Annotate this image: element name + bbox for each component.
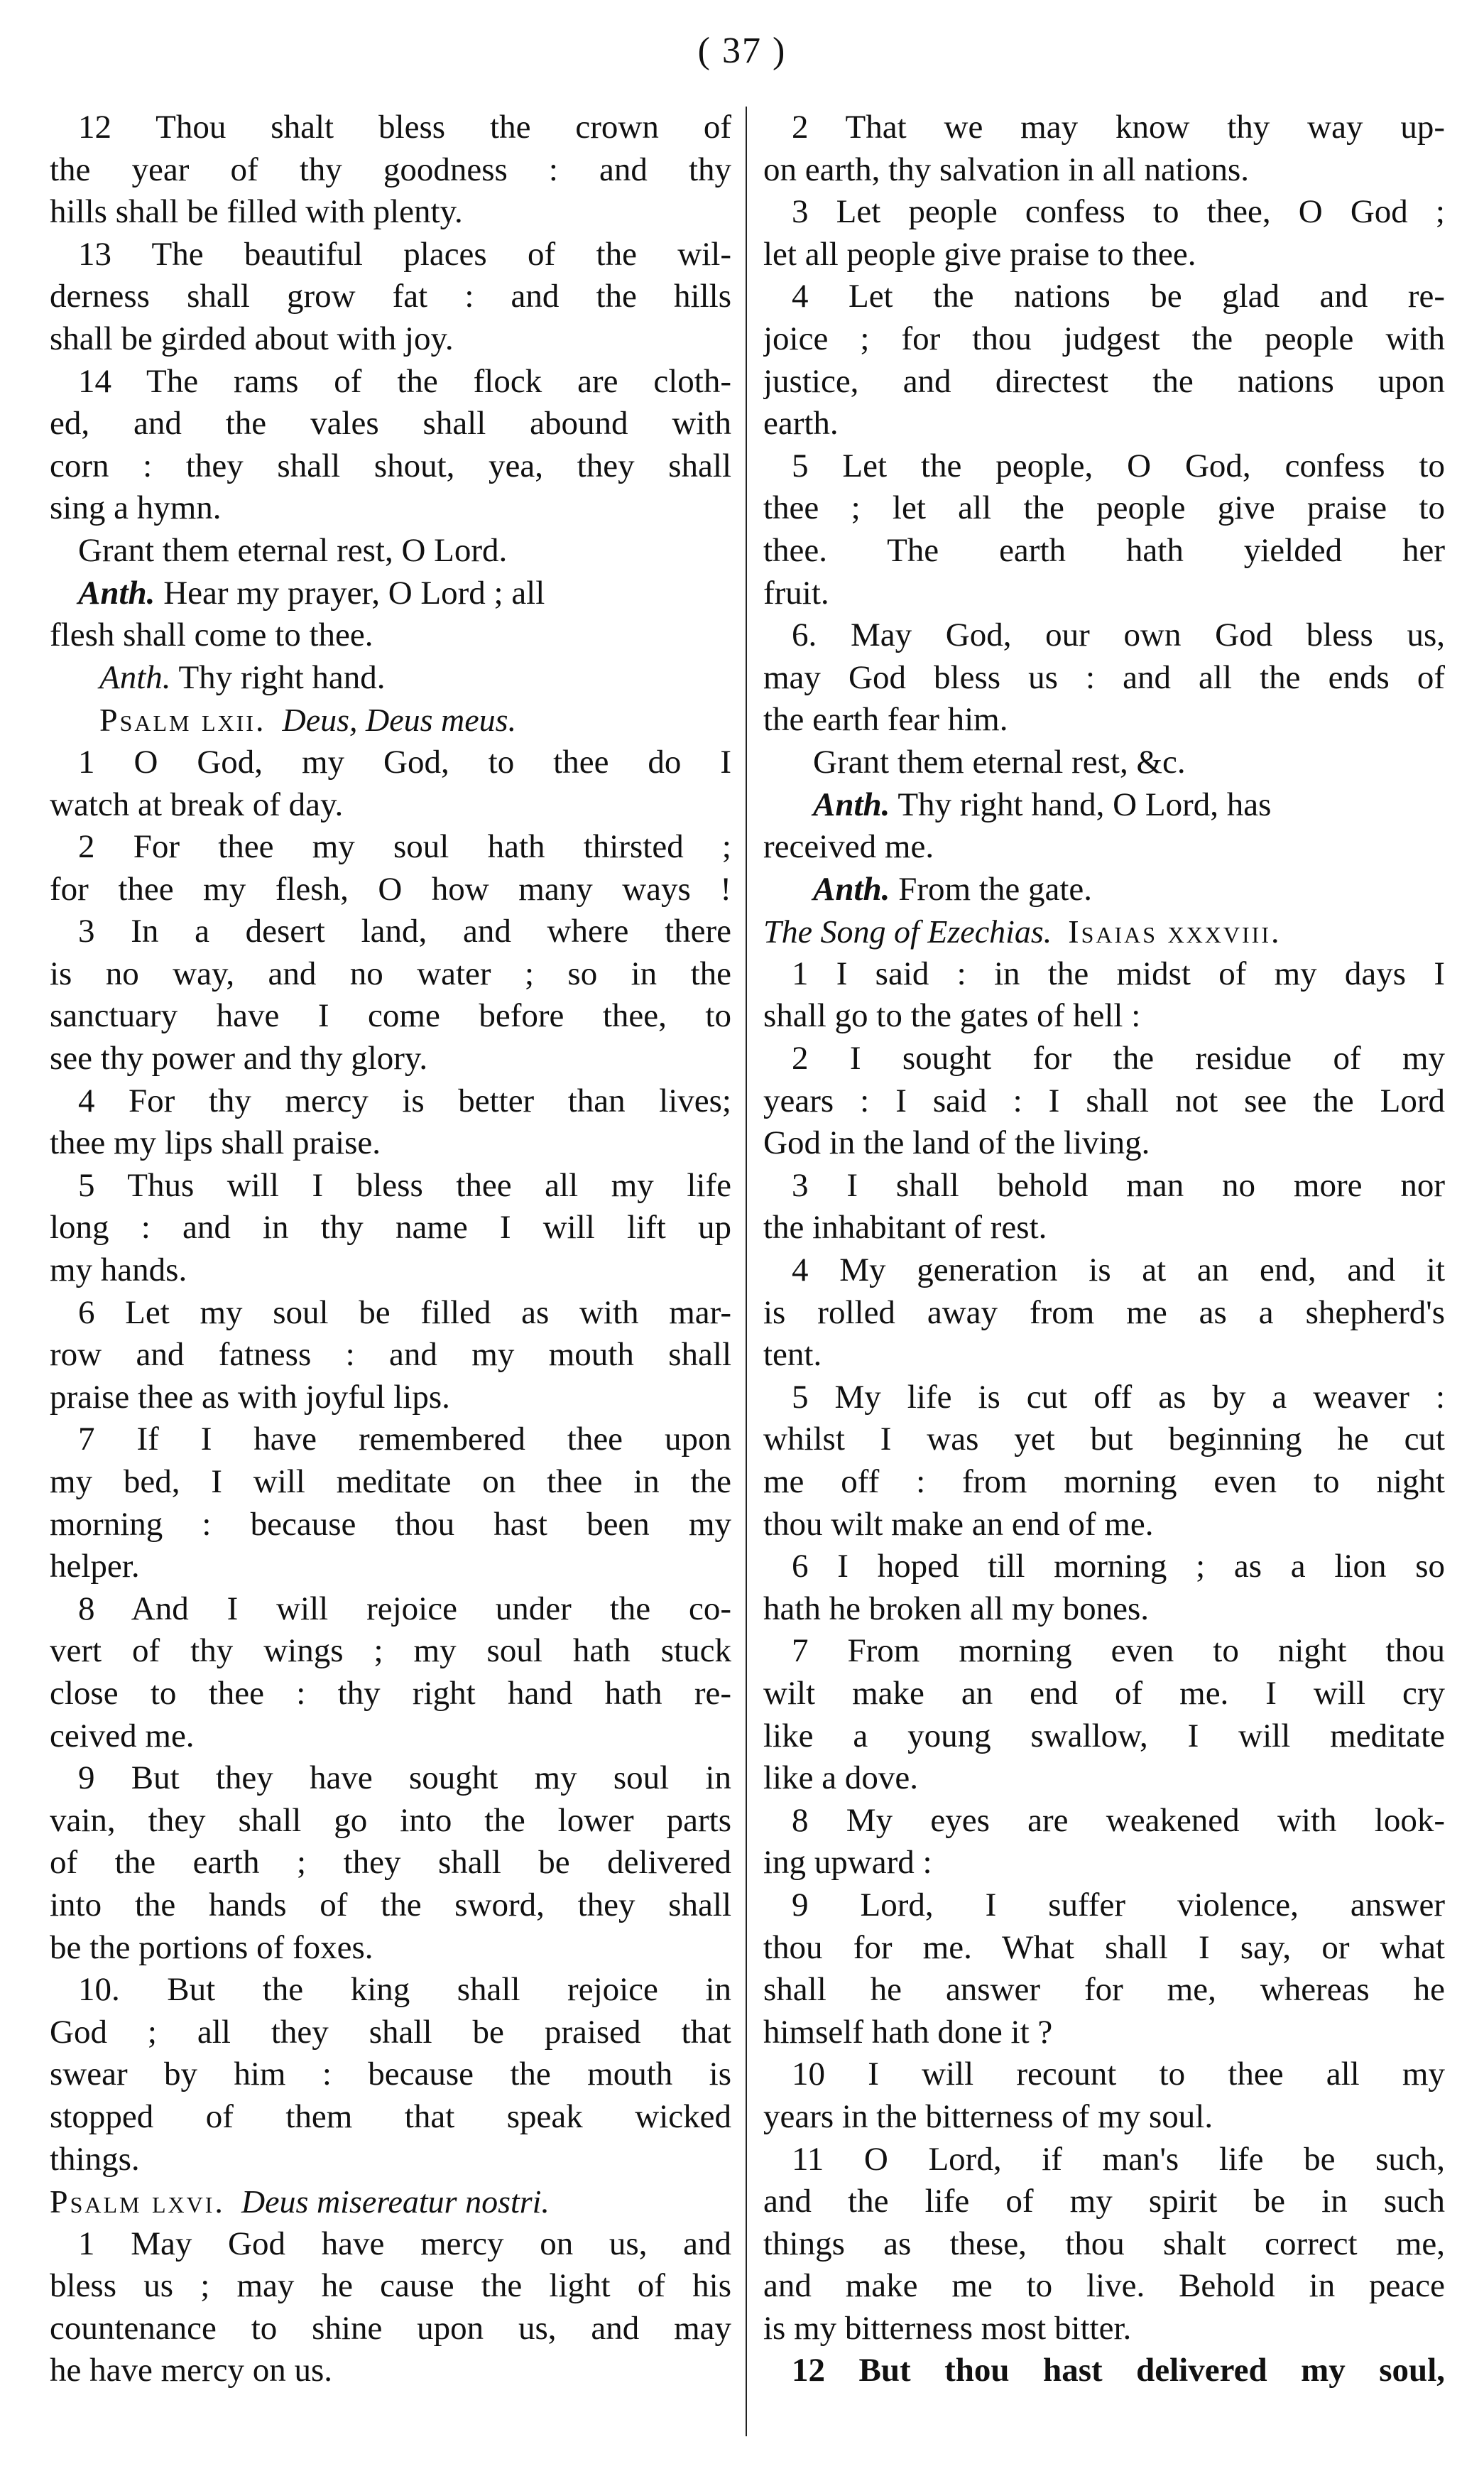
antiphon-text: From the gate. xyxy=(898,870,1092,908)
text-line: is rolled away from me as a shepherd's xyxy=(763,1293,1445,1331)
text-line: things. xyxy=(50,2140,140,2178)
text-line: for thee my flesh, O how many ways ! xyxy=(50,870,731,908)
text-line: me off : from morning even to night xyxy=(763,1463,1445,1500)
text-line: into the hands of the sword, they shall xyxy=(50,1886,731,1923)
text-line: 11 O Lord, if man's life be such, xyxy=(792,2140,1445,2178)
text-line: 1 May God have mercy on us, and xyxy=(78,2225,731,2262)
text-line: hath he broken all my bones. xyxy=(763,1590,1149,1627)
psalm-heading xyxy=(50,2181,731,2223)
text-line: the inhabitant of rest. xyxy=(763,1209,1047,1247)
text-line: 12 Thou shalt bless the crown of xyxy=(78,109,731,146)
text-line: fruit. xyxy=(763,574,829,612)
text-line: on earth, thy salvation in all nations. xyxy=(763,151,1249,188)
antiphon-line xyxy=(763,869,1445,911)
psalm-number: Psalm lxii. xyxy=(99,702,266,739)
text-line: 7 If I have remembered thee upon xyxy=(78,1421,731,1458)
text-line: ed, and the vales shall abound with xyxy=(50,405,731,443)
text-line: 3 I shall behold man no more nor xyxy=(792,1166,1445,1204)
text-line: 6 I hoped till morning ; as a lion so xyxy=(792,1548,1445,1585)
text-line: 3 In a desert land, and where there xyxy=(78,913,731,950)
text-line: himself hath done it ? xyxy=(763,2013,1053,2051)
text-line: close to thee : thy right hand hath re- xyxy=(50,1674,731,1712)
text-line: be the portions of foxes. xyxy=(50,1928,373,1966)
text-line: sing a hymn. xyxy=(50,489,222,527)
text-line: stopped of them that speak wicked xyxy=(50,2097,731,2135)
text-line: is no way, and no water ; so in the xyxy=(50,955,731,992)
text-line: whilst I was yet but beginning he cut xyxy=(763,1421,1445,1458)
text-line: 3 Let people confess to thee, O God ; xyxy=(792,193,1445,231)
text-line: 8 And I will rejoice under the co- xyxy=(78,1590,731,1627)
text-line: shall go to the gates of hell : xyxy=(763,997,1141,1035)
text-line: things as these, thou shalt correct me, xyxy=(763,2225,1445,2262)
text-line: 7 From morning even to night thou xyxy=(792,1632,1445,1670)
text-line: 6 Let my soul be filled as with mar- xyxy=(78,1293,731,1331)
text-line: corn : they shall shout, yea, they shall xyxy=(50,447,731,484)
text-line: the year of thy goodness : and thy xyxy=(50,151,731,188)
text-line: like a young swallow, I will meditate xyxy=(763,1717,1445,1754)
text-line: Grant them eternal rest, &c. xyxy=(813,743,1186,781)
page-number: ( 37 ) xyxy=(697,31,787,71)
text-line: is my bitterness most bitter. xyxy=(763,2309,1132,2347)
antiphon-text: Thy right hand. xyxy=(178,658,386,696)
text-line: joice ; for thou judgest the people with xyxy=(763,320,1445,357)
text-line: may God bless us : and all the ends of xyxy=(763,658,1445,696)
text-line: the earth fear him. xyxy=(763,701,1008,739)
canticle-title: The Song of Ezechias. xyxy=(763,913,1052,950)
text-line: derness shall grow fat : and the hills xyxy=(50,278,731,315)
text-line: 14 The rams of the flock are cloth- xyxy=(78,362,731,400)
text-line: received me. xyxy=(763,828,934,866)
text-line: 10. But the king shall rejoice in xyxy=(78,1971,731,2009)
left-column xyxy=(50,107,731,2392)
column-divider xyxy=(746,107,747,2436)
antiphon-label: Anth. xyxy=(78,574,156,612)
text-line: helper. xyxy=(50,1548,140,1585)
text-line: 10 I will recount to thee all my xyxy=(792,2056,1445,2093)
text-line: wilt make an end of me. I will cry xyxy=(763,1674,1445,1712)
psalm-heading xyxy=(50,699,731,742)
text-line: of the earth ; they shall be delivered xyxy=(50,1844,731,1882)
text-line: Grant them eternal rest, O Lord. xyxy=(78,531,508,569)
text-line: 4 My generation is at an end, and it xyxy=(792,1252,1445,1289)
antiphon-label: Anth. xyxy=(813,870,890,908)
text-line: 2 I sought for the residue of my xyxy=(792,1040,1445,1078)
text-line: thee my lips shall praise. xyxy=(50,1124,381,1162)
text-line: row and fatness : and my mouth shall xyxy=(50,1336,731,1374)
psalm-number: Psalm lxvi. xyxy=(50,2183,225,2220)
text-line: and the life of my spirit be in such xyxy=(763,2183,1445,2220)
text-line: my bed, I will meditate on thee in the xyxy=(50,1463,731,1500)
text-line: sanctuary have I come before thee, to xyxy=(50,997,731,1035)
text-line: 4 For thy mercy is better than lives; xyxy=(78,1082,731,1119)
text-line: 5 Thus will I bless thee all my life xyxy=(78,1166,731,1204)
text-line: 2 For thee my soul hath thirsted ; xyxy=(78,828,731,866)
text-line: thee. The earth hath yielded her xyxy=(763,531,1445,569)
text-line: long : and in thy name I will lift up xyxy=(50,1209,731,1247)
text-line: my hands. xyxy=(50,1252,187,1289)
text-line: like a dove. xyxy=(763,1759,918,1797)
text-line: tent. xyxy=(763,1336,822,1374)
text-line: 5 My life is cut off as by a weaver : xyxy=(792,1378,1445,1416)
text-line: see thy power and thy glory. xyxy=(50,1040,428,1078)
text-line: let all people give praise to thee. xyxy=(763,235,1196,273)
text-line: years in the bitterness of my soul. xyxy=(763,2097,1213,2135)
antiphon-line xyxy=(50,657,731,700)
text-line: he have mercy on us. xyxy=(50,2352,333,2389)
canticle-source: Isaias xxxviii. xyxy=(1068,913,1282,950)
text-line: swear by him : because the mouth is xyxy=(50,2056,731,2093)
text-line: and make me to live. Behold in peace xyxy=(763,2267,1445,2305)
text-line: 6. May God, our own God bless us, xyxy=(792,617,1445,654)
text-line: bless us ; may he cause the light of his xyxy=(50,2267,731,2305)
antiphon-label: Anth. xyxy=(99,658,171,696)
antiphon-label: Anth. xyxy=(813,786,890,823)
text-line: 4 Let the nations be glad and re- xyxy=(792,278,1445,315)
text-line: 9 Lord, I suffer violence, answer xyxy=(792,1886,1445,1923)
antiphon-text: Hear my prayer, O Lord ; all xyxy=(163,574,545,612)
right-column xyxy=(763,107,1445,2392)
text-line: 1 I said : in the midst of my days I xyxy=(792,955,1445,992)
text-line: ing upward : xyxy=(763,1844,932,1882)
text-line: vert of thy wings ; my soul hath stuck xyxy=(50,1632,731,1670)
text-line: earth. xyxy=(763,405,839,443)
text-line: 8 My eyes are weakened with look- xyxy=(792,1801,1445,1839)
text-line: thee ; let all the people give praise to xyxy=(763,489,1445,527)
text-line: ceived me. xyxy=(50,1717,195,1754)
text-line: 1 O God, my God, to thee do I xyxy=(78,743,731,781)
text-line: thou for me. What shall I say, or what xyxy=(763,1928,1445,1966)
text-line: thou wilt make an end of me. xyxy=(763,1505,1154,1543)
psalm-incipit: Deus misereatur nostri. xyxy=(241,2183,550,2220)
text-line: 5 Let the people, O God, confess to xyxy=(792,447,1445,484)
text-line: years : I said : I shall not see the Lord xyxy=(763,1082,1445,1119)
text-line: morning : because thou hast been my xyxy=(50,1505,731,1543)
antiphon-text: Thy right hand, O Lord, has xyxy=(898,786,1272,823)
text-line: hills shall be filled with plenty. xyxy=(50,193,463,231)
text-line: shall he answer for me, whereas he xyxy=(763,1971,1445,2009)
canticle-heading xyxy=(763,911,1445,953)
text-line: watch at break of day. xyxy=(50,786,344,823)
text-line: justice, and directest the nations upon xyxy=(763,362,1445,400)
antiphon-line xyxy=(763,784,1445,827)
text-line: vain, they shall go into the lower parts xyxy=(50,1801,731,1839)
text-line: praise thee as with joyful lips. xyxy=(50,1378,450,1416)
text-line: 13 The beautiful places of the wil- xyxy=(78,235,731,273)
psalm-incipit: Deus, Deus meus. xyxy=(282,702,517,739)
text-line: 12 But thou hast delivered my soul, xyxy=(792,2352,1445,2389)
text-line: 2 That we may know thy way up- xyxy=(792,109,1445,146)
text-line: countenance to shine upon us, and may xyxy=(50,2309,731,2347)
text-line: God ; all they shall be praised that xyxy=(50,2013,731,2051)
text-line: shall be girded about with joy. xyxy=(50,320,454,357)
text-line: God in the land of the living. xyxy=(763,1124,1150,1162)
text-line: flesh shall come to thee. xyxy=(50,617,373,654)
text-line: 9 But they have sought my soul in xyxy=(78,1759,731,1797)
antiphon-line xyxy=(50,572,731,615)
